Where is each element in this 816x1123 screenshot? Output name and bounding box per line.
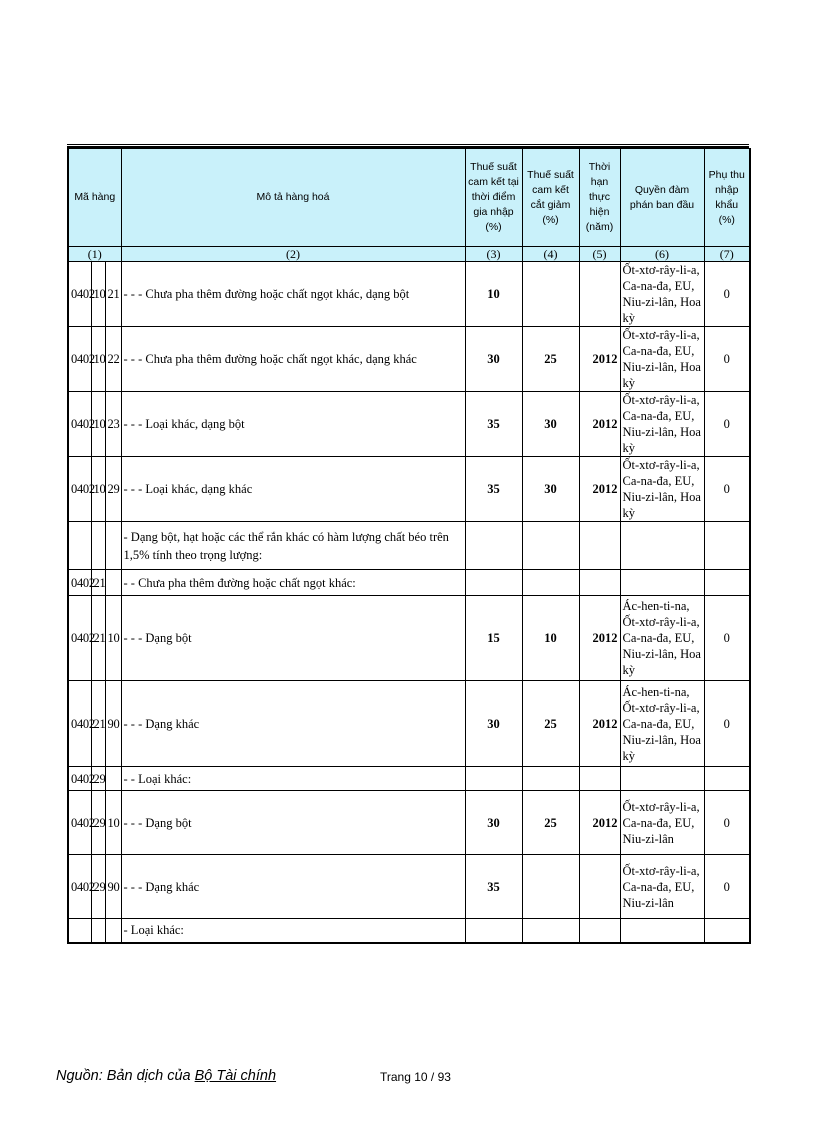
table-row <box>68 681 750 767</box>
import-surcharge <box>704 767 750 791</box>
hs-code-subheading: 29 <box>91 767 105 791</box>
hs-code-subheading: 21 <box>91 570 105 596</box>
bound-rate: 35 <box>465 855 522 919</box>
bound-rate: 10 <box>465 262 522 327</box>
hs-code-subheading: 29 <box>91 791 105 855</box>
bound-rate <box>465 522 522 570</box>
hs-code-heading: 0402 <box>68 791 91 855</box>
import-surcharge: 0 <box>704 262 750 327</box>
initial-negotiating-rights <box>620 570 704 596</box>
import-surcharge <box>704 919 750 943</box>
bound-rate: 15 <box>465 596 522 681</box>
table-row <box>68 457 750 522</box>
column-index: (3) <box>465 247 522 262</box>
implementation-year: 2012 <box>579 681 620 767</box>
implementation-year <box>579 855 620 919</box>
implementation-year: 2012 <box>579 596 620 681</box>
table-row <box>68 855 750 919</box>
reduced-rate: 30 <box>522 457 579 522</box>
header-thoi-han: Thời hạn thực hiện (năm) <box>579 149 620 247</box>
goods-description: - - - Chưa pha thêm đường hoặc chất ngọt khác, dạng khác <box>121 327 465 392</box>
hs-code-tariff-line <box>105 570 121 596</box>
implementation-year <box>579 522 620 570</box>
initial-negotiating-rights <box>620 767 704 791</box>
hs-code-heading: 0402 <box>68 855 91 919</box>
implementation-year: 2012 <box>579 791 620 855</box>
implementation-year <box>579 767 620 791</box>
hs-code-tariff-line: 10 <box>105 791 121 855</box>
initial-negotiating-rights: Ốt-xtơ-rây-li-a, Ca-na-đa, EU, Niu-zi-lân, Hoa kỳ <box>620 392 704 457</box>
footer-source-link[interactable]: Bộ Tài chính <box>194 1068 277 1084</box>
implementation-year <box>579 262 620 327</box>
import-surcharge <box>704 522 750 570</box>
footer-source-prefix: Nguồn: Bản dịch của <box>56 1068 191 1084</box>
hs-code-tariff-line <box>105 522 121 570</box>
import-surcharge: 0 <box>704 457 750 522</box>
hs-code-subheading: 10 <box>91 392 105 457</box>
goods-description: - - Loại khác: <box>121 767 465 791</box>
import-surcharge: 0 <box>704 327 750 392</box>
hs-code-heading <box>68 522 91 570</box>
hs-code-subheading: 10 <box>91 262 105 327</box>
reduced-rate: 25 <box>522 681 579 767</box>
goods-description: - - - Dạng khác <box>121 681 465 767</box>
hs-code-heading: 0402 <box>68 596 91 681</box>
initial-negotiating-rights: Ốt-xtơ-rây-li-a, Ca-na-đa, EU, Niu-zi-lân <box>620 855 704 919</box>
table-row <box>68 596 750 681</box>
reduced-rate: 25 <box>522 791 579 855</box>
header-mo-ta: Mô tả hàng hoá <box>121 149 465 247</box>
hs-code-tariff-line: 10 <box>105 596 121 681</box>
hs-code-heading: 0402 <box>68 327 91 392</box>
bound-rate <box>465 570 522 596</box>
bound-rate: 35 <box>465 392 522 457</box>
goods-description: - Dạng bột, hạt hoặc các thể rắn khác có hàm lượng chất béo trên 1,5% tính theo trọng lượng: <box>121 522 465 570</box>
hs-code-subheading: 29 <box>91 855 105 919</box>
hs-code-subheading: 21 <box>91 596 105 681</box>
tariff-table <box>67 148 751 944</box>
bound-rate <box>465 919 522 943</box>
header-thue-suat-cat-giam: Thuế suất cam kết cắt giảm (%) <box>522 149 579 247</box>
hs-code-subheading <box>91 919 105 943</box>
column-index: (1) <box>68 247 121 262</box>
column-index: (7) <box>704 247 750 262</box>
hs-code-tariff-line: 23 <box>105 392 121 457</box>
implementation-year: 2012 <box>579 392 620 457</box>
bound-rate <box>465 767 522 791</box>
header-ma-hang: Mã hàng <box>68 149 121 247</box>
initial-negotiating-rights: Ác-hen-ti-na, Ốt-xtơ-rây-li-a, Ca-na-đa, EU, Niu-zi-lân, Hoa kỳ <box>620 681 704 767</box>
table-row <box>68 392 750 457</box>
reduced-rate <box>522 262 579 327</box>
table-row <box>68 327 750 392</box>
hs-code-subheading: 21 <box>91 681 105 767</box>
bound-rate: 35 <box>465 457 522 522</box>
bound-rate: 30 <box>465 681 522 767</box>
hs-code-heading: 0402 <box>68 457 91 522</box>
goods-description: - - - Loại khác, dạng khác <box>121 457 465 522</box>
column-index-row <box>68 247 750 262</box>
column-index: (5) <box>579 247 620 262</box>
goods-description: - - - Dạng khác <box>121 855 465 919</box>
reduced-rate: 25 <box>522 327 579 392</box>
bound-rate: 30 <box>465 791 522 855</box>
initial-negotiating-rights: Ốt-xtơ-rây-li-a, Ca-na-đa, EU, Niu-zi-lân <box>620 791 704 855</box>
import-surcharge: 0 <box>704 855 750 919</box>
reduced-rate: 30 <box>522 392 579 457</box>
goods-description: - - - Chưa pha thêm đường hoặc chất ngọt khác, dạng bột <box>121 262 465 327</box>
goods-description: - - - Dạng bột <box>121 596 465 681</box>
initial-negotiating-rights: Ốt-xtơ-rây-li-a, Ca-na-đa, EU, Niu-zi-lân, Hoa kỳ <box>620 457 704 522</box>
hs-code-heading: 0402 <box>68 262 91 327</box>
header-row <box>68 149 750 247</box>
column-index: (6) <box>620 247 704 262</box>
import-surcharge: 0 <box>704 392 750 457</box>
table-row <box>68 262 750 327</box>
hs-code-heading: 0402 <box>68 681 91 767</box>
initial-negotiating-rights <box>620 522 704 570</box>
import-surcharge: 0 <box>704 681 750 767</box>
reduced-rate: 10 <box>522 596 579 681</box>
import-surcharge: 0 <box>704 791 750 855</box>
column-index: (2) <box>121 247 465 262</box>
hs-code-subheading: 10 <box>91 327 105 392</box>
hs-code-heading <box>68 919 91 943</box>
hs-code-tariff-line <box>105 919 121 943</box>
initial-negotiating-rights: Ốt-xtơ-rây-li-a, Ca-na-đa, EU, Niu-zi-lân, Hoa kỳ <box>620 327 704 392</box>
hs-code-tariff-line: 22 <box>105 327 121 392</box>
table-row <box>68 767 750 791</box>
hs-code-heading: 0402 <box>68 570 91 596</box>
reduced-rate <box>522 767 579 791</box>
initial-negotiating-rights <box>620 919 704 943</box>
hs-code-tariff-line <box>105 767 121 791</box>
bound-rate: 30 <box>465 327 522 392</box>
hs-code-tariff-line: 90 <box>105 681 121 767</box>
table-row <box>68 522 750 570</box>
implementation-year <box>579 919 620 943</box>
table-row <box>68 791 750 855</box>
hs-code-subheading <box>91 522 105 570</box>
hs-code-heading: 0402 <box>68 392 91 457</box>
header-phu-thu: Phụ thu nhập khẩu (%) <box>704 149 750 247</box>
hs-code-tariff-line: 29 <box>105 457 121 522</box>
reduced-rate <box>522 855 579 919</box>
goods-description: - Loại khác: <box>121 919 465 943</box>
table-row <box>68 919 750 943</box>
hs-code-tariff-line: 21 <box>105 262 121 327</box>
initial-negotiating-rights: Ác-hen-ti-na, Ốt-xtơ-rây-li-a, Ca-na-đa, EU, Niu-zi-lân, Hoa kỳ <box>620 596 704 681</box>
page-number: Trang 10 / 93 <box>380 1070 451 1084</box>
goods-description: - - Chưa pha thêm đường hoặc chất ngọt khác: <box>121 570 465 596</box>
reduced-rate <box>522 522 579 570</box>
footer-source <box>56 1068 276 1084</box>
column-index: (4) <box>522 247 579 262</box>
goods-description: - - - Dạng bột <box>121 791 465 855</box>
import-surcharge: 0 <box>704 596 750 681</box>
implementation-year <box>579 570 620 596</box>
initial-negotiating-rights: Ốt-xtơ-rây-li-a, Ca-na-đa, EU, Niu-zi-lân, Hoa kỳ <box>620 262 704 327</box>
reduced-rate <box>522 570 579 596</box>
implementation-year: 2012 <box>579 327 620 392</box>
import-surcharge <box>704 570 750 596</box>
header-quyen-dam-phan: Quyền đàm phán ban đầu <box>620 149 704 247</box>
reduced-rate <box>522 919 579 943</box>
hs-code-heading: 0402 <box>68 767 91 791</box>
hs-code-subheading: 10 <box>91 457 105 522</box>
table-row <box>68 570 750 596</box>
header-thue-suat-cam-ket: Thuế suất cam kết tại thời điểm gia nhập (%) <box>465 149 522 247</box>
implementation-year: 2012 <box>579 457 620 522</box>
hs-code-tariff-line: 90 <box>105 855 121 919</box>
goods-description: - - - Loại khác, dạng bột <box>121 392 465 457</box>
